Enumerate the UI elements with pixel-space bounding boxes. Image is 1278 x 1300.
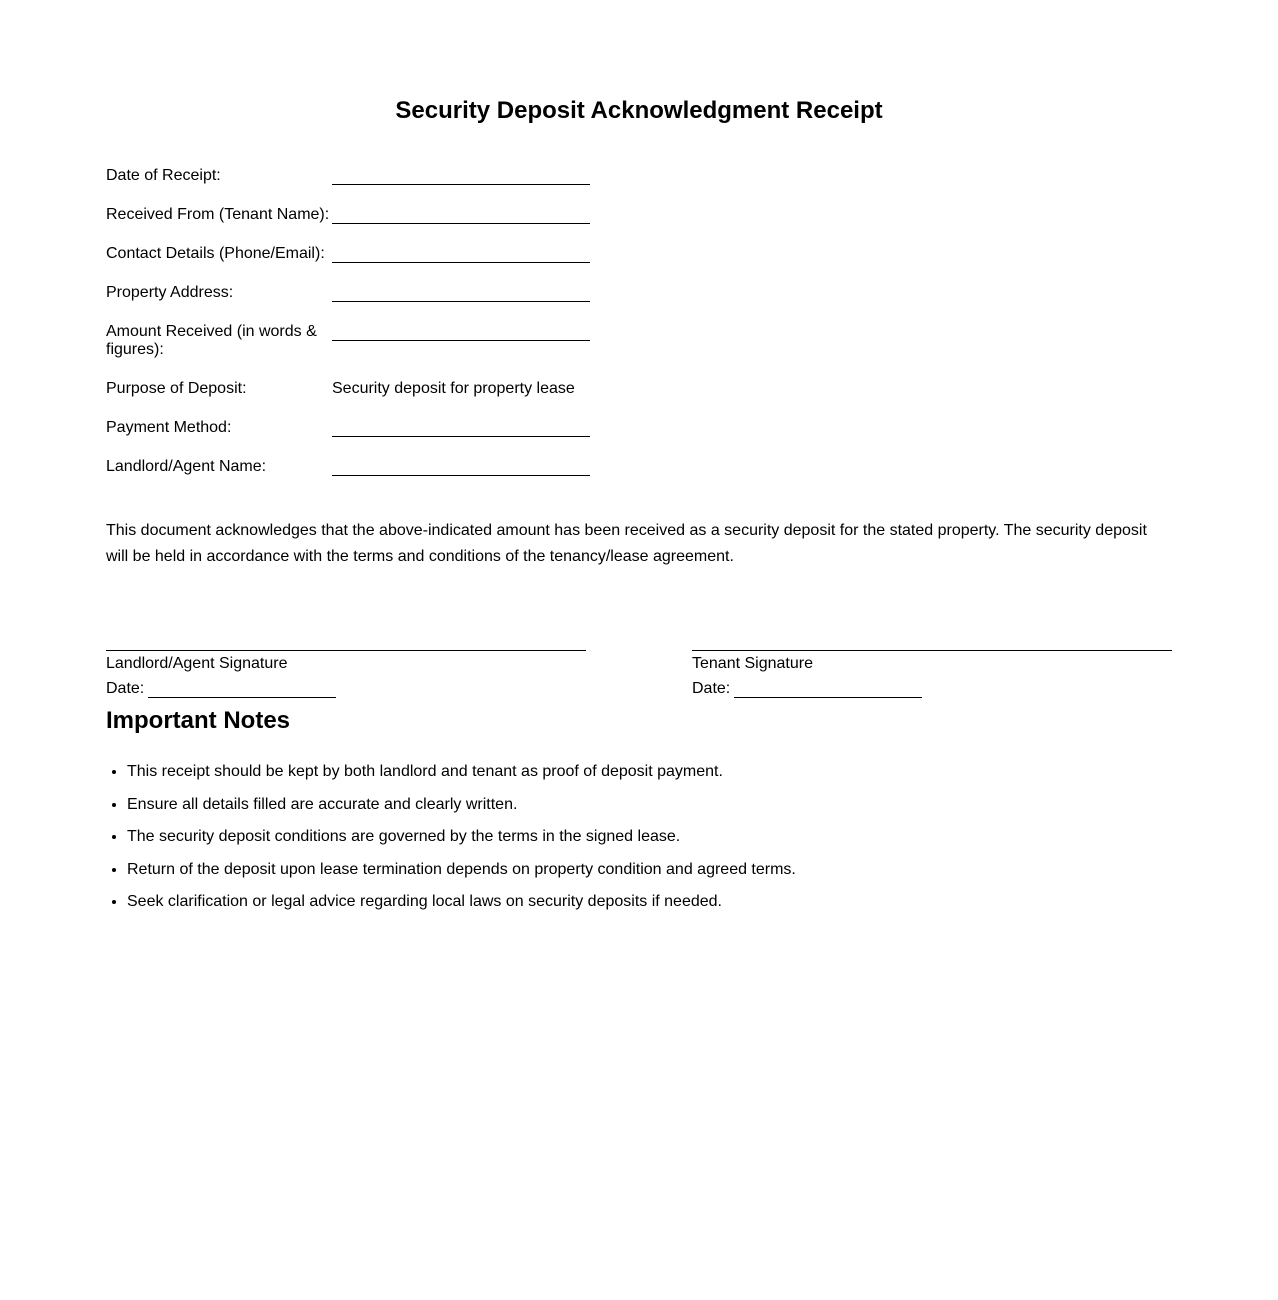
payment-method-field[interactable] — [332, 418, 590, 437]
tenant-signature-block — [692, 650, 1172, 698]
date-label: Date: — [106, 680, 145, 697]
date-of-receipt-field[interactable] — [332, 166, 590, 185]
field-label: Purpose of Deposit: — [106, 380, 247, 397]
field-label: Date of Receipt: — [106, 167, 221, 184]
property-address-field[interactable] — [332, 283, 590, 302]
field-label: Amount Received (in words & figures): — [106, 323, 317, 358]
field-label: Landlord/Agent Name: — [106, 458, 267, 475]
tenant-signature-label: Tenant Signature — [692, 655, 813, 672]
landlord-date-row — [106, 680, 586, 698]
field-row-contact-details — [106, 244, 606, 263]
landlord-signature-block — [106, 650, 586, 698]
receipt-fields — [106, 166, 606, 496]
field-row-received-from — [106, 205, 606, 224]
list-item: • Seek clarification or legal advice regarding local laws on security deposits if needed. — [127, 892, 1187, 912]
important-notes-heading: Important Notes — [106, 707, 291, 734]
field-label: Received From (Tenant Name): — [106, 206, 330, 223]
landlord-signature-line[interactable] — [106, 650, 586, 651]
list-item: • The security deposit conditions are governed by the terms in the signed lease. — [127, 827, 1187, 847]
amount-received-field[interactable] — [332, 322, 590, 341]
field-row-property-address — [106, 283, 606, 302]
field-row-landlord-agent-name — [106, 457, 606, 476]
landlord-agent-name-field[interactable] — [332, 457, 590, 476]
list-item: • Return of the deposit upon lease termination depends on property condition and agreed terms. — [127, 860, 1187, 880]
tenant-signature-line[interactable] — [692, 650, 1172, 651]
field-row-purpose-of-deposit — [106, 379, 606, 398]
document-title: Security Deposit Acknowledgment Receipt — [395, 97, 883, 124]
date-label: Date: — [692, 680, 731, 697]
tenant-name-field[interactable] — [332, 205, 590, 224]
field-label: Property Address: — [106, 284, 234, 301]
tenant-date-row — [692, 680, 1172, 698]
list-item: • This receipt should be kept by both landlord and tenant as proof of deposit payment. — [127, 762, 1187, 782]
tenant-date-field[interactable] — [734, 681, 922, 698]
field-label: Contact Details (Phone/Email): — [106, 245, 325, 262]
field-label: Payment Method: — [106, 419, 232, 436]
landlord-date-field[interactable] — [148, 681, 336, 698]
list-item: • Ensure all details filled are accurate and clearly written. — [127, 795, 1187, 815]
acknowledgment-paragraph: This document acknowledges that the above-indicated amount has been received as a security deposit for the stated property. The security deposit will be held in accordance with the terms and conditions of the tenancy/lease agreement. — [106, 522, 1147, 565]
field-row-payment-method — [106, 418, 606, 437]
field-row-amount-received — [106, 322, 606, 359]
important-notes-list — [106, 762, 1187, 925]
purpose-of-deposit-value: Security deposit for property lease — [332, 380, 575, 397]
landlord-signature-label: Landlord/Agent Signature — [106, 655, 288, 672]
contact-details-field[interactable] — [332, 244, 590, 263]
field-row-date-of-receipt — [106, 166, 606, 185]
